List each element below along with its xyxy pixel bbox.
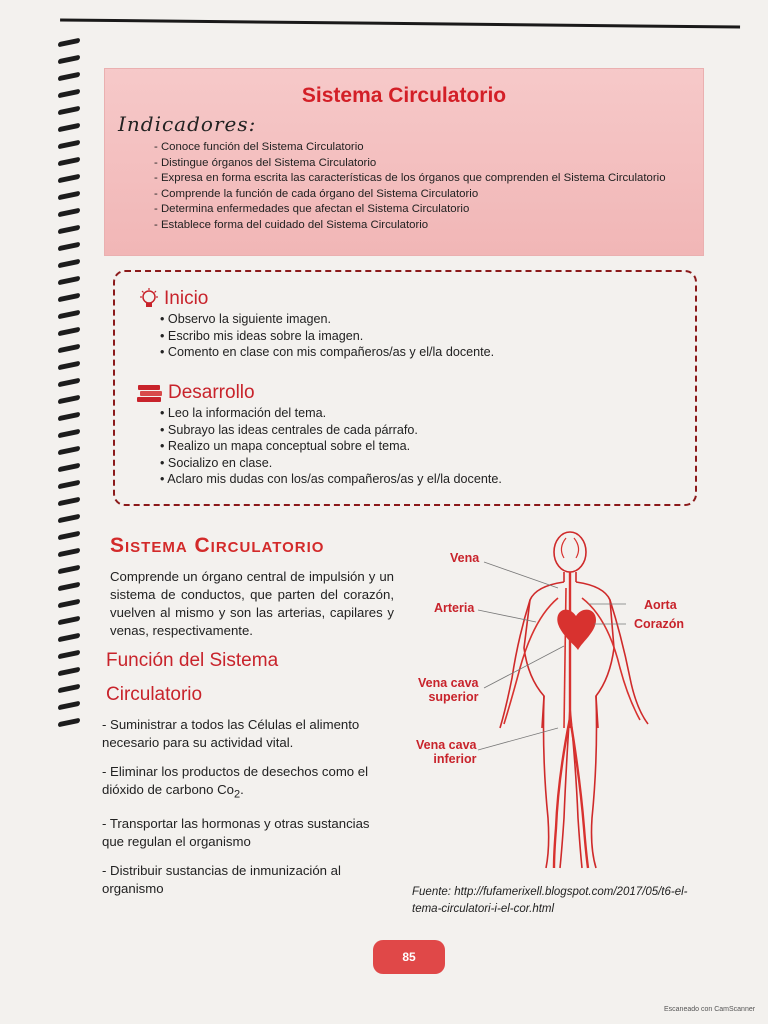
list-item: • Observo la siguiente imagen.	[160, 311, 494, 328]
scan-watermark: Escaneado con CamScanner	[664, 1006, 756, 1013]
desarrollo-list	[160, 405, 502, 488]
spiral-coil	[58, 55, 80, 65]
list-item: • Subrayo las ideas centrales de cada párrafo.	[160, 422, 502, 439]
spiral-coil	[58, 106, 80, 116]
indicators-label: Indicadores:	[118, 112, 257, 136]
spiral-coil	[58, 38, 80, 48]
spiral-coil	[58, 242, 80, 252]
spiral-coil	[58, 412, 80, 422]
indicator-item: - Expresa en forma escrita las características de los órganos que comprenden el Sistema Circulatorio	[154, 172, 666, 184]
page-number-badge: 85	[373, 940, 445, 974]
spiral-coil	[58, 276, 80, 286]
function-item	[102, 763, 394, 804]
list-item: • Leo la información del tema.	[160, 405, 502, 422]
spiral-coil	[58, 446, 80, 456]
function-item: - Suministrar a todos las Células el alimento necesario para su actividad vital.	[102, 717, 360, 750]
spiral-coil	[58, 514, 80, 524]
spiral-coil	[58, 463, 80, 473]
label-vena: Vena	[450, 551, 480, 565]
spiral-coil	[58, 718, 80, 728]
function-item-text: - Eliminar los productos de desechos como el dióxido de carbono Co	[102, 764, 369, 797]
section-title: Sistema Circulatorio	[110, 534, 325, 557]
spiral-coil	[58, 208, 80, 218]
spiral-coil	[58, 174, 80, 184]
co2-subscript: 2	[233, 788, 241, 801]
label-line: superior	[428, 690, 479, 704]
circulatory-figure	[408, 528, 708, 880]
indicator-item: - Determina enfermedades que afectan el Sistema Circulatorio	[154, 203, 470, 215]
figure-source	[412, 884, 732, 918]
source-line: Fuente: http://fufamerixell.blogspot.com/2017/05/t6-el-	[412, 886, 688, 898]
label-aorta: Aorta	[644, 598, 677, 612]
spiral-coil	[58, 293, 80, 303]
spiral-coil	[58, 361, 80, 371]
spiral-coil	[58, 327, 80, 337]
indicator-item: - Comprende la función de cada órgano del Sistema Circulatorio	[154, 187, 479, 200]
spiral-coil	[58, 650, 80, 660]
spiral-coil	[58, 72, 80, 82]
spiral-coil	[58, 497, 80, 507]
spiral-coil	[58, 684, 80, 694]
label-vena-cava-superior	[418, 676, 478, 704]
spiral-coil	[58, 531, 80, 541]
list-item: • Socializo en clase.	[160, 455, 502, 472]
list-item: • Comento en clase con mis compañeros/as y el/la docente.	[160, 344, 494, 361]
spiral-coil	[58, 157, 80, 167]
spiral-coil	[58, 89, 80, 99]
spiral-coil	[58, 565, 80, 575]
inicio-title: Inicio	[164, 288, 209, 309]
source-line: tema-circulatori-i-el-cor.html	[412, 903, 555, 915]
label-corazon: Corazón	[634, 617, 684, 631]
list-item: • Aclaro mis dudas con los/as compañeros/as y el/la docente.	[160, 471, 502, 488]
label-line: Vena cava	[416, 738, 477, 752]
function-item-tail: .	[240, 782, 244, 797]
spiral-coil	[58, 259, 80, 269]
desarrollo-heading	[136, 382, 255, 404]
list-item: • Escribo mis ideas sobre la imagen.	[160, 328, 494, 345]
spiral-coil	[58, 140, 80, 150]
intro-paragraph: Comprende un órgano central de impulsión y un sistema de conductos, que parten del corazón, vuelven al mismo y son las arterias, capilares y venas, respectivamente.	[110, 569, 394, 638]
spiral-coil	[58, 123, 80, 133]
spiral-coil	[58, 701, 80, 711]
indicator-item: - Distingue órganos del Sistema Circulatorio	[154, 156, 377, 169]
spiral-coil	[58, 548, 80, 558]
function-item: - Transportar las hormonas y otras sustancias que regulan el organismo	[102, 815, 370, 849]
spiral-coil	[58, 667, 80, 677]
inicio-list	[160, 311, 494, 361]
indicator-item: - Conoce función del Sistema Circulatorio	[154, 141, 364, 153]
desarrollo-title: Desarrollo	[168, 382, 255, 403]
function-title-line2: Circulatorio	[106, 684, 203, 705]
indicators-list	[154, 140, 702, 233]
lightbulb-icon	[138, 288, 160, 310]
inicio-heading	[138, 288, 208, 310]
spiral-coil	[58, 429, 80, 439]
label-line: inferior	[433, 752, 477, 766]
page-top-edge	[60, 18, 740, 40]
spiral-coil	[58, 225, 80, 235]
spiral-coil	[58, 395, 80, 405]
spiral-coil	[58, 191, 80, 201]
spiral-coil	[58, 616, 80, 626]
functions-list	[102, 716, 394, 909]
spiral-coil	[58, 633, 80, 643]
spiral-binding	[58, 40, 84, 740]
page-title: Sistema Circulatorio	[301, 84, 507, 107]
list-item: • Realizo un mapa conceptual sobre el tema.	[160, 438, 502, 455]
label-vena-cava-inferior	[416, 738, 476, 766]
function-title-line1: Función del Sistema	[106, 650, 279, 671]
spiral-coil	[58, 344, 80, 354]
spiral-coil	[58, 480, 80, 490]
spiral-coil	[58, 378, 80, 388]
spiral-coil	[58, 310, 80, 320]
books-icon	[136, 382, 164, 404]
spiral-coil	[58, 582, 80, 592]
header-box	[104, 68, 704, 256]
spiral-coil	[58, 599, 80, 609]
indicator-item: - Establece forma del cuidado del Sistema Circulatorio	[154, 218, 429, 231]
human-circulatory-illustration	[408, 528, 708, 880]
function-item: - Distribuir sustancias de inmunización al organismo	[102, 862, 341, 896]
label-line: Vena cava	[418, 676, 479, 690]
label-arteria: Arteria	[434, 601, 475, 615]
